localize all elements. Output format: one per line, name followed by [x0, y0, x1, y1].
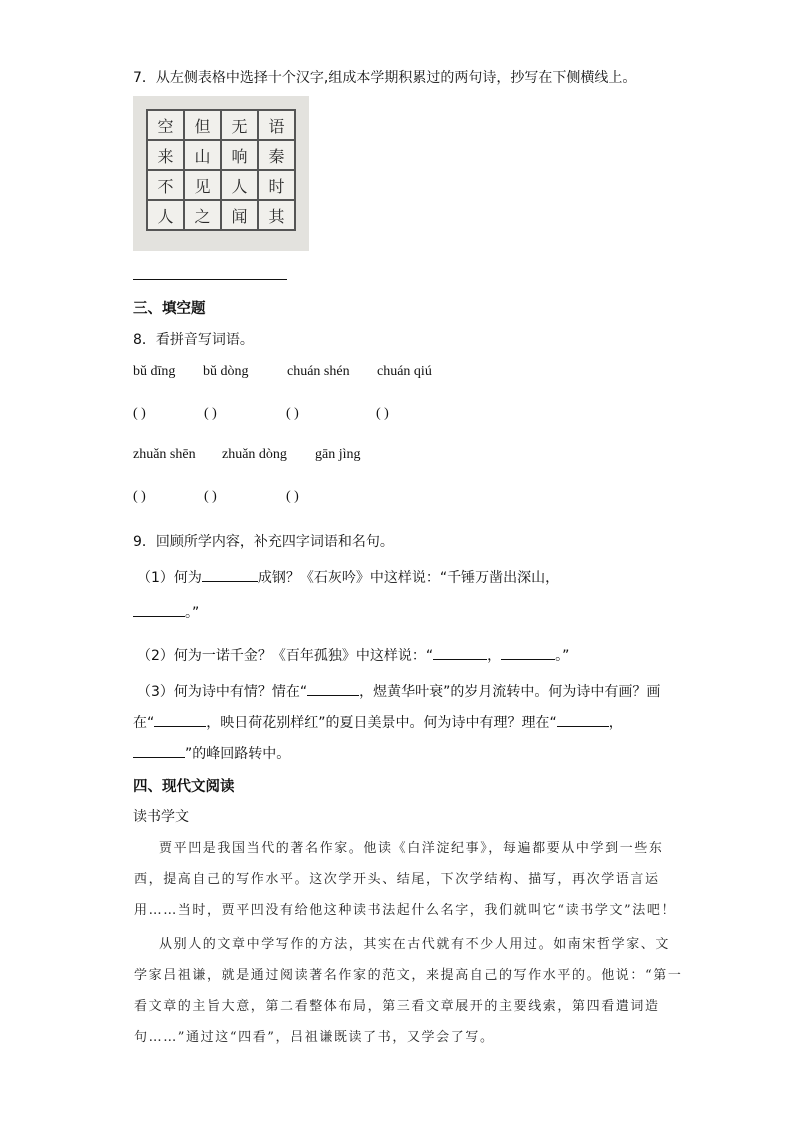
blank[interactable] [133, 745, 185, 758]
reading-line: 看文章的主旨大意，第二看整体布局，第三看文章展开的主要线索，第四看遣词造 [134, 999, 660, 1014]
answer-paren[interactable]: ( ) [286, 406, 299, 421]
section-4-title: 四、现代文阅读 [133, 779, 235, 795]
grid-cell: 语 [259, 111, 296, 141]
blank[interactable] [501, 647, 555, 660]
q9-p3-e: ， [608, 715, 623, 731]
q9-p3-f: ”的峰回路转中。 [185, 746, 291, 762]
q9-part-1-cont [133, 602, 199, 622]
q9-p3-b: ，煜黄华叶衰”的岁月流转中。何为诗中有画？画 [359, 684, 661, 700]
grid-cell: 山 [185, 141, 222, 171]
reading-line: 用……当时，贾平凹没有给他这种读书法起什么名字，我们就叫它“读书学文”法吧！ [134, 903, 677, 918]
question-9-text: 9．回顾所学内容，补充四字词语和名句。 [133, 534, 394, 550]
answer-paren[interactable]: ( ) [286, 489, 299, 504]
q9-part-3-cont [133, 712, 623, 732]
answer-paren[interactable]: ( ) [376, 406, 389, 421]
blank[interactable] [202, 569, 258, 582]
reading-line: 西，提高自己的写作水平。这次学开头、结尾，下次学结构、描写，再次学语言运 [134, 872, 660, 887]
pinyin-6: zhuǎn dòng [222, 447, 287, 462]
grid-cell: 时 [259, 171, 296, 201]
grid-cell: 闻 [222, 201, 259, 231]
question-7-text: 7．从左侧表格中选择十个汉字,组成本学期积累过的两句诗，抄写在下侧横线上。 [133, 70, 637, 86]
q9-p1-c: 。” [185, 605, 200, 621]
answer-paren[interactable]: ( ) [133, 406, 146, 421]
reading-line: 从别人的文章中学写作的方法，其实在古代就有不少人用过。如南宋哲学家、文 [159, 937, 671, 952]
grid-cell: 人 [148, 201, 185, 231]
grid-cell: 来 [148, 141, 185, 171]
question-8-text: 8．看拼音写词语。 [133, 332, 254, 348]
answer-paren[interactable]: ( ) [133, 489, 146, 504]
q9-part-3-cont2 [133, 743, 290, 763]
q9-p3-a: （3）何为诗中有情？情在“ [137, 684, 308, 700]
pinyin-2: bǔ dòng [203, 364, 249, 379]
character-grid [146, 109, 296, 231]
grid-cell: 无 [222, 111, 259, 141]
reading-line: 学家吕祖谦，就是通过阅读著名作家的范文，来提高自己的写作水平的。他说：“第一 [134, 968, 683, 983]
grid-cell: 响 [222, 141, 259, 171]
grid-cell: 人 [222, 171, 259, 201]
blank[interactable] [154, 714, 206, 727]
reading-title: 读书学文 [133, 809, 189, 825]
grid-cell: 秦 [259, 141, 296, 171]
blank[interactable] [433, 647, 487, 660]
reading-line: 贾平凹是我国当代的著名作家。他读《白洋淀纪事》，每遍都要从中学到一些东 [159, 841, 664, 856]
answer-paren[interactable]: ( ) [204, 489, 217, 504]
pinyin-1: bǔ dīng [133, 364, 176, 379]
blank[interactable] [133, 604, 185, 617]
pinyin-7: gān jìng [315, 447, 361, 462]
grid-cell: 空 [148, 111, 185, 141]
q9-p3-d: ，映日荷花别样红”的夏日美景中。何为诗中有理？理在“ [206, 715, 557, 731]
q9-p2-c: 。” [555, 648, 570, 664]
grid-cell: 见 [185, 171, 222, 201]
q9-p1-b: 成钢？《石灰吟》中这样说：“千锤万凿出深山， [257, 570, 560, 586]
blank[interactable] [557, 714, 609, 727]
grid-cell: 之 [185, 201, 222, 231]
pinyin-5: zhuǎn shēn [133, 447, 196, 462]
q9-p1-a: （1）何为 [137, 570, 202, 586]
grid-cell: 其 [259, 201, 296, 231]
q9-p2-b: ， [487, 648, 502, 664]
blank[interactable] [307, 683, 359, 696]
q9-p3-c: 在“ [133, 715, 155, 731]
character-grid-image [133, 96, 309, 251]
q9-part-1 [137, 567, 559, 587]
grid-cell: 但 [185, 111, 222, 141]
q9-part-3 [137, 681, 660, 701]
grid-cell: 不 [148, 171, 185, 201]
section-3-title: 三、填空题 [133, 301, 206, 317]
q9-p2-a: （2）何为一诺千金？《百年孤独》中这样说：“ [137, 648, 434, 664]
q9-part-2 [137, 645, 569, 665]
reading-line: 句……”通过这“四看”，吕祖谦既读了书，又学会了写。 [134, 1030, 495, 1045]
answer-paren[interactable]: ( ) [204, 406, 217, 421]
answer-blank-line[interactable] [133, 279, 287, 280]
pinyin-3: chuán shén [287, 364, 350, 379]
pinyin-4: chuán qiú [377, 364, 432, 379]
